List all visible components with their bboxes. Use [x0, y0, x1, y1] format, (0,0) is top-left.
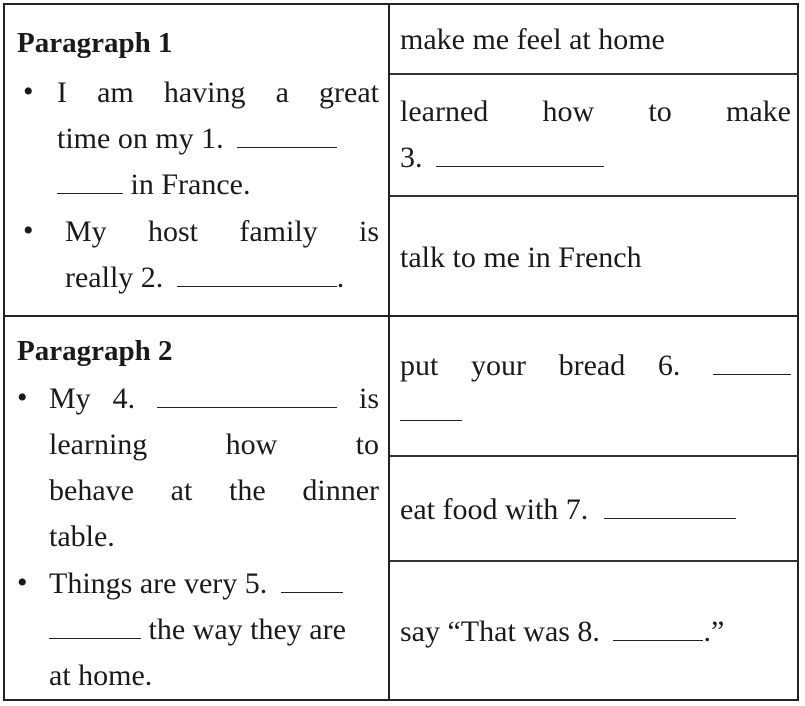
- paragraph2-cell: [5, 317, 388, 701]
- answer-blank-4: [157, 381, 337, 408]
- text-line: at home.: [49, 659, 153, 692]
- bullet-icon: •: [17, 566, 28, 599]
- text-line: behave at the dinner: [49, 474, 379, 507]
- cell-divider: [390, 195, 799, 197]
- text-line: [57, 116, 379, 162]
- note-talk-in-french: talk to me in French: [400, 241, 642, 274]
- cell-divider: [390, 455, 799, 457]
- text-line: [65, 255, 379, 301]
- paragraph1-item2: [65, 209, 379, 301]
- text-fragment: Things are very 5.: [49, 567, 268, 600]
- note-make-me-feel-at-home: make me feel at home: [400, 23, 665, 56]
- answer-blank-3: [436, 140, 604, 167]
- text-line: [49, 561, 379, 607]
- answer-blank-6a: [713, 348, 791, 375]
- bullet-icon: •: [23, 75, 34, 108]
- text-line: [400, 343, 791, 389]
- note-eat-food-with: [390, 487, 799, 533]
- answer-blank-1b: [57, 167, 123, 194]
- text-line: [57, 162, 379, 208]
- text-fragment: time on my 1.: [57, 122, 224, 155]
- text-fragment: the way they are: [148, 613, 346, 646]
- text-fragment: put your bread 6.: [400, 349, 681, 382]
- text-fragment: is: [358, 382, 379, 415]
- text-fragment: .”: [703, 615, 725, 648]
- text-fragment: eat food with 7.: [400, 493, 589, 526]
- cell-divider: [390, 560, 799, 562]
- note-say-that-was: [390, 609, 799, 655]
- note-put-your-bread: [390, 343, 799, 435]
- paragraph2-item2: [49, 561, 379, 699]
- text-fragment: in France.: [130, 168, 251, 201]
- notes-table: [3, 3, 799, 701]
- text-line: [49, 376, 379, 422]
- text-line: [400, 135, 791, 181]
- answer-blank-6b: [400, 394, 462, 421]
- text-line: learned how to make: [400, 95, 791, 128]
- paragraph1-title: Paragraph 1: [17, 27, 173, 59]
- text-fragment: say “That was 8.: [400, 615, 600, 648]
- answer-blank-2: [177, 260, 337, 287]
- text-fragment: 3.: [400, 141, 423, 174]
- text-line: My host family is: [65, 215, 379, 248]
- paragraph1-cell: [5, 5, 388, 315]
- note-learned-how-to-make: [390, 89, 799, 181]
- text-fragment: really 2.: [65, 261, 164, 294]
- paragraph2-item1: [49, 376, 379, 560]
- text-line: table.: [49, 520, 115, 553]
- text-fragment: .: [336, 261, 345, 294]
- paragraph2-title: Paragraph 2: [17, 335, 173, 367]
- text-line: I am having a great: [57, 76, 379, 109]
- bullet-icon: •: [17, 381, 28, 414]
- text-line: [400, 389, 791, 435]
- answer-blank-5a: [281, 566, 343, 593]
- bullet-icon: •: [23, 214, 34, 247]
- answer-blank-1a: [237, 121, 337, 148]
- answer-blank-8: [613, 614, 703, 641]
- cell-divider: [390, 73, 799, 75]
- text-line: learning how to: [49, 428, 379, 461]
- text-fragment: My 4.: [49, 382, 136, 415]
- text-line: [49, 607, 379, 653]
- answer-blank-5b: [49, 612, 141, 639]
- paragraph1-item1: [57, 70, 379, 208]
- answer-blank-7: [604, 492, 736, 519]
